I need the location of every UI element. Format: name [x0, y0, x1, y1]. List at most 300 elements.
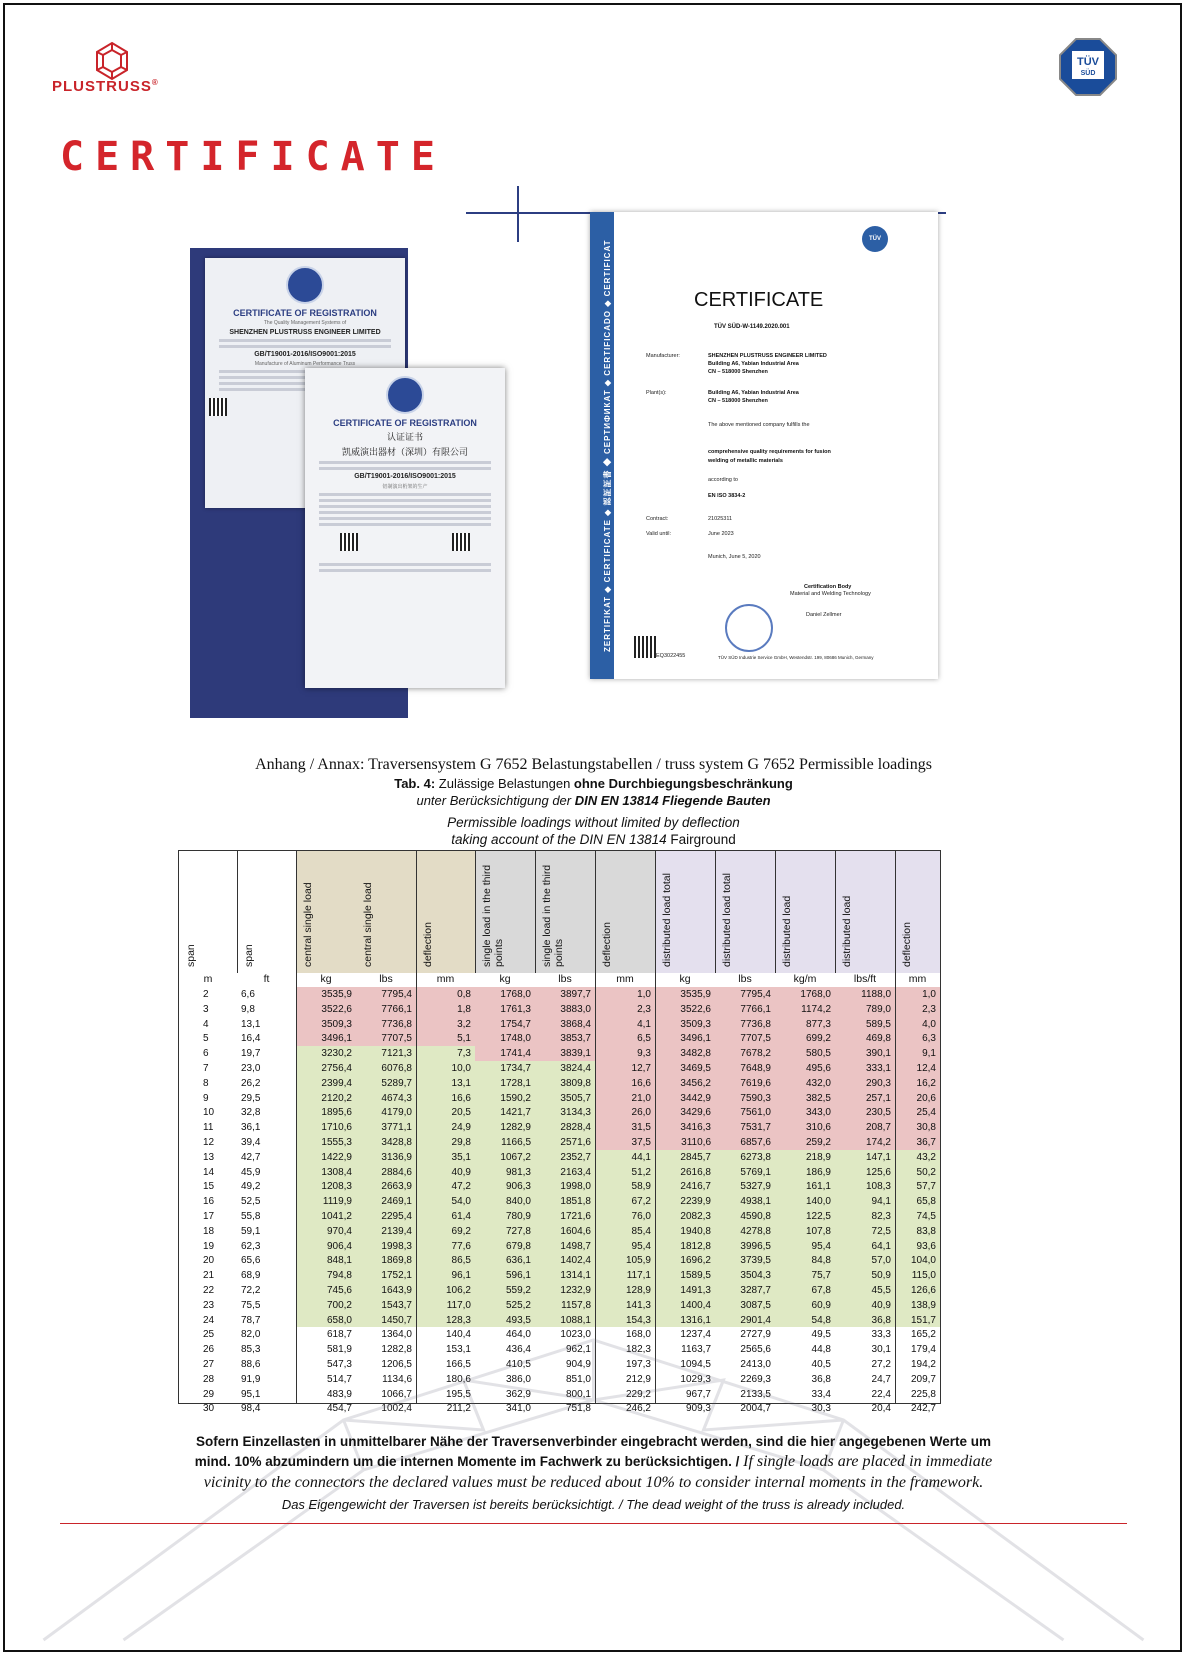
- tuv-contract: 21025311: [708, 516, 733, 522]
- table-column-line: [715, 851, 716, 973]
- table-cell: 37,5: [631, 1137, 651, 1148]
- table-row: [179, 1268, 940, 1283]
- table-header-cell: [237, 851, 296, 973]
- table-cell: 19: [203, 1240, 215, 1252]
- table-header-label: distributed load: [841, 895, 853, 967]
- table-unit: ft: [263, 973, 270, 985]
- tuv-logo-line1: TÜV: [1077, 56, 1099, 68]
- table-header-label: span: [243, 944, 255, 967]
- table-cell: 1282,9: [500, 1122, 531, 1134]
- table-cell: 72,2: [241, 1285, 261, 1296]
- table-cell: 618,7: [326, 1329, 352, 1341]
- table-cell: 126,6: [910, 1285, 936, 1296]
- table-cell: 469,8: [865, 1033, 891, 1045]
- table-cell: 23,0: [241, 1063, 261, 1074]
- table-cell: 20,6: [916, 1092, 936, 1104]
- table-cell: 246,2: [625, 1403, 651, 1415]
- table-cell: 589,5: [865, 1018, 891, 1030]
- gic1-standard: GB/T19001-2016/ISO9001:2015: [254, 351, 356, 358]
- table-cell: 62,3: [241, 1240, 261, 1252]
- table-row: [179, 1224, 940, 1239]
- table-cell: 40,9: [871, 1299, 891, 1311]
- table-cell: 94,1: [871, 1196, 891, 1208]
- table-cell: 1400,4: [680, 1299, 711, 1311]
- table-cell: 147,1: [865, 1151, 891, 1163]
- table-cell: 962,1: [565, 1344, 591, 1356]
- table-header-cell: [535, 851, 595, 973]
- table-cell: 1543,7: [381, 1299, 412, 1311]
- table-unit: lbs: [738, 973, 752, 985]
- table-cell: 1,0: [637, 989, 651, 1000]
- table-cell: 12,4: [916, 1063, 936, 1074]
- table-cell: 1314,1: [560, 1270, 591, 1282]
- table-row: [179, 1209, 940, 1224]
- table-cell: 24: [203, 1314, 215, 1326]
- table-unit: kg: [499, 973, 511, 985]
- table-cell: 209,7: [910, 1373, 936, 1385]
- table-cell: 636,1: [505, 1255, 531, 1267]
- table-cell: 382,5: [805, 1092, 831, 1104]
- table-cell: 7531,7: [740, 1122, 771, 1134]
- table-unit: lbs/ft: [853, 973, 877, 985]
- table-cell: 22: [203, 1285, 215, 1296]
- table-cell: 211,2: [446, 1403, 471, 1415]
- tuv-plant-addr1: Building A6, Yabian Industrial Area: [708, 390, 799, 396]
- table-cell: 4938,1: [740, 1196, 771, 1208]
- table-cell: 1643,9: [381, 1285, 412, 1296]
- table-cell: 18: [203, 1225, 215, 1237]
- table-cell: 410,5: [505, 1359, 531, 1370]
- table-cell: 75,7: [811, 1270, 831, 1282]
- table-cell: 3482,8: [680, 1048, 711, 1060]
- table-cell: 16: [203, 1196, 215, 1208]
- table-cell: 57,7: [916, 1181, 936, 1193]
- table-column-line: [835, 851, 836, 973]
- gic-seal-icon: [286, 266, 324, 304]
- table-header-label: single load in the third points: [541, 864, 565, 967]
- table-cell: 1002,4: [381, 1403, 412, 1415]
- table-cell: 257,1: [865, 1092, 891, 1104]
- table-cell: 877,3: [805, 1018, 831, 1030]
- table-cell: 107,8: [805, 1225, 831, 1237]
- footer-line2-italic: If single loads are placed in immediate: [743, 1453, 993, 1470]
- table-cell: 13,1: [451, 1077, 471, 1089]
- table-column-line: [775, 851, 776, 973]
- table-cell: 751,8: [565, 1403, 591, 1415]
- table-cell: 7707,5: [381, 1033, 412, 1045]
- tuv-according: according to: [708, 477, 738, 483]
- table-cell: 9,3: [637, 1048, 651, 1060]
- table-row: [179, 1120, 940, 1135]
- table-cell: 36,7: [916, 1137, 936, 1148]
- table-cell: 26: [203, 1344, 215, 1356]
- table-cell: 49,2: [241, 1181, 261, 1193]
- table-row: [179, 1076, 940, 1091]
- table-unit: mm: [616, 973, 634, 985]
- table-row: [179, 1239, 940, 1254]
- table-cell: 86,5: [451, 1255, 471, 1267]
- table-cell: 195,5: [445, 1388, 471, 1400]
- table-cell: 1364,0: [381, 1329, 412, 1341]
- table-cell: 2,3: [922, 1003, 936, 1015]
- table-cell: 1590,2: [500, 1092, 531, 1104]
- table-cell: 91,9: [241, 1373, 261, 1385]
- table-cell: 7561,0: [740, 1107, 771, 1119]
- table-header-cell: [655, 851, 715, 973]
- table-cell: 3442,9: [680, 1092, 711, 1104]
- table-header-label: deflection: [422, 922, 434, 967]
- table-cell: 83,8: [916, 1225, 936, 1237]
- table-cell: 1232,9: [560, 1285, 591, 1296]
- table-cell: 2269,3: [740, 1373, 771, 1385]
- table-cell: 3287,7: [740, 1285, 771, 1296]
- footer-line2-bold: mind. 10% abzumindern um die internen Momente im Fachwerk zu berücksichtigen. /: [194, 1454, 744, 1469]
- table-cell: 5327,9: [740, 1181, 771, 1193]
- table-cell: 432,0: [805, 1077, 831, 1089]
- table-cell: 96,1: [451, 1270, 471, 1282]
- table-cell: 3416,3: [680, 1122, 711, 1134]
- table-cell: 789,0: [865, 1003, 891, 1015]
- table-cell: 16,6: [631, 1077, 651, 1089]
- table-cell: 13,1: [241, 1018, 261, 1030]
- table-cell: 3110,6: [681, 1137, 711, 1148]
- footer-line1: Sofern Einzellasten in unmittelbarer Nähe der Traversenverbinder eingebracht werden, sind die hier angegebenen Werte um: [196, 1434, 991, 1449]
- table-row: [179, 1179, 940, 1194]
- table-cell: 229,2: [625, 1388, 651, 1400]
- table-cell: 4,0: [922, 1018, 936, 1030]
- table-row: [179, 1165, 940, 1180]
- annex-line1: Anhang / Annax: Traversensystem G 7652 Belastungstabellen / truss system G 7652 Permissible loadings: [255, 756, 932, 773]
- table-cell: 3456,2: [680, 1077, 711, 1089]
- table-cell: 174,2: [865, 1137, 891, 1148]
- table-cell: 290,3: [865, 1077, 891, 1089]
- table-cell: 84,8: [811, 1255, 831, 1267]
- table-cell: 1754,7: [500, 1018, 531, 1030]
- table-cell: 1023,0: [560, 1329, 591, 1341]
- annex-line5: [0, 832, 1187, 847]
- footer-line4: Das Eigengewicht der Traversen ist bereits berücksichtigt. / The dead weight of the truss is already included.: [281, 1497, 906, 1512]
- table-cell: 3522,6: [321, 1003, 352, 1015]
- table-cell: 2413,0: [740, 1359, 771, 1370]
- table-cell: 840,0: [505, 1196, 531, 1208]
- footer-divider: [60, 1523, 1127, 1524]
- table-cell: 194,2: [910, 1359, 936, 1370]
- table-cell: 57,0: [871, 1255, 891, 1267]
- tuv-place-date: Munich, June 5, 2020: [708, 554, 761, 560]
- qr-code-icon: [452, 533, 470, 551]
- table-cell: 26,0: [631, 1107, 651, 1119]
- table-cell: 1134,6: [382, 1373, 412, 1385]
- table-cell: 55,8: [241, 1211, 261, 1222]
- table-cell: 454,7: [326, 1403, 352, 1415]
- table-header-label: distributed load total: [661, 873, 673, 967]
- table-cell: 0,8: [457, 989, 471, 1000]
- footer-line3: vicinity to the connectors the declared values must be reduced about 10% to consider internal moments in the framework.: [203, 1474, 984, 1491]
- tuv-fulfils: The above mentioned company fulfills the: [708, 422, 810, 428]
- brand-reg: ®: [151, 78, 159, 87]
- table-cell: 30,1: [871, 1344, 891, 1356]
- table-cell: 36,1: [241, 1122, 261, 1134]
- table-cell: 74,5: [916, 1211, 936, 1222]
- table-cell: 117,0: [446, 1299, 471, 1311]
- table-cell: 1166,5: [501, 1137, 531, 1148]
- tuv-manufacturer-addr2: CN – 518000 Shenzhen: [708, 369, 768, 375]
- table-cell: 82,3: [871, 1211, 891, 1222]
- table-cell: 1498,7: [560, 1240, 591, 1252]
- table-cell: 40,9: [451, 1166, 471, 1178]
- table-cell: 3087,5: [740, 1299, 771, 1311]
- table-header-cell: [835, 851, 895, 973]
- table-cell: 525,2: [505, 1299, 531, 1311]
- table-header-cell: [895, 851, 940, 973]
- table-cell: 16,6: [451, 1092, 471, 1104]
- table-cell: 28: [203, 1373, 215, 1385]
- table-cell: 27,2: [871, 1359, 891, 1370]
- table-cell: 310,6: [805, 1122, 831, 1134]
- table-cell: 95,4: [811, 1240, 831, 1252]
- table-cell: 10,0: [451, 1063, 471, 1074]
- table-cell: 3136,9: [381, 1151, 412, 1163]
- table-row: [179, 1135, 940, 1150]
- table-cell: 50,2: [916, 1166, 936, 1178]
- table-cell: 30,8: [916, 1122, 936, 1134]
- table-cell: 596,1: [505, 1270, 531, 1282]
- table-cell: 981,3: [505, 1166, 531, 1178]
- table-cell: 3897,7: [560, 989, 591, 1000]
- table-cell: 85,3: [241, 1344, 261, 1356]
- table-cell: 1741,4: [500, 1048, 531, 1060]
- table-cell: 3,2: [457, 1018, 471, 1030]
- table-cell: 54,0: [451, 1196, 471, 1208]
- table-cell: 3996,5: [740, 1240, 771, 1252]
- gic2-company: 凯威演出器材（深圳）有限公司: [341, 447, 468, 457]
- table-cell: 168,0: [625, 1329, 651, 1341]
- table-cell: 33,4: [811, 1388, 831, 1400]
- table-cell: 1768,0: [800, 989, 831, 1000]
- table-cell: 11: [203, 1122, 214, 1134]
- table-cell: 1734,7: [500, 1063, 531, 1074]
- table-cell: 25: [203, 1329, 215, 1341]
- table-cell: 17: [203, 1211, 215, 1222]
- table-cell: 182,3: [625, 1344, 651, 1356]
- table-unit: mm: [436, 973, 455, 985]
- table-cell: 2663,9: [381, 1181, 412, 1193]
- table-cell: 6273,8: [740, 1151, 771, 1163]
- table-cell: 7736,8: [740, 1018, 771, 1030]
- table-cell: 495,6: [805, 1063, 831, 1074]
- tuv-strip-text: ZERTIFIKAT ◆ CERTIFICATE ◆ 認証証書 ◆ СЕРТИФИКАТ ◆ CERTIFICADO ◆ CERTIFICAT: [603, 239, 612, 652]
- table-cell: 4278,8: [740, 1225, 771, 1237]
- qr-code-icon: [209, 398, 227, 416]
- table-cell: 386,0: [505, 1373, 531, 1385]
- table-cell: 1088,1: [560, 1314, 591, 1326]
- gic-certificate-cn: [305, 368, 505, 688]
- table-cell: 343,0: [805, 1107, 831, 1119]
- table-cell: 76,0: [631, 1211, 651, 1222]
- table-cell: 35,1: [451, 1151, 471, 1163]
- table-cell: 128,3: [445, 1314, 471, 1326]
- table-row: [179, 1017, 940, 1032]
- table-cell: 341,0: [505, 1403, 531, 1415]
- annex-line3: [0, 793, 1187, 808]
- table-cell: 4590,8: [740, 1211, 771, 1222]
- table-cell: 1308,4: [321, 1166, 352, 1178]
- table-cell: 3504,3: [740, 1270, 771, 1282]
- table-unit: kg: [679, 973, 691, 985]
- table-cell: 1895,6: [321, 1107, 352, 1119]
- table-cell: 6,6: [241, 989, 255, 1000]
- qr-code-icon: [340, 533, 358, 551]
- table-cell: 4179,0: [381, 1107, 412, 1119]
- table-cell: 95,1: [241, 1388, 261, 1400]
- table-cell: 15: [203, 1181, 215, 1193]
- table-cell: 3839,1: [560, 1048, 591, 1060]
- table-cell: 3505,7: [560, 1092, 591, 1104]
- table-row: [179, 987, 940, 1002]
- table-cell: 50,9: [871, 1270, 891, 1282]
- table-row: [179, 1105, 940, 1120]
- table-cell: 140,4: [445, 1329, 471, 1341]
- table-cell: 514,7: [326, 1373, 352, 1385]
- table-cell: 559,2: [505, 1285, 531, 1296]
- table-cell: 794,8: [326, 1270, 352, 1282]
- table-cell: 69,2: [451, 1225, 471, 1237]
- table-cell: 30: [203, 1403, 215, 1415]
- table-cell: 6857,6: [740, 1137, 771, 1148]
- table-cell: 24,9: [451, 1122, 471, 1134]
- table-cell: 1316,1: [680, 1314, 711, 1326]
- table-cell: 3809,8: [560, 1077, 591, 1089]
- table-header-label: central single load: [302, 882, 314, 967]
- table-header-cell: [416, 851, 475, 973]
- table-cell: 29: [203, 1388, 215, 1400]
- annex-line4: Permissible loadings without limited by deflection: [447, 815, 740, 830]
- table-cell: 1728,1: [500, 1077, 531, 1089]
- table-cell: 3739,5: [740, 1255, 771, 1267]
- table-cell: 2139,4: [381, 1225, 412, 1237]
- table-cell: 33,3: [871, 1329, 891, 1341]
- tuv-stamp-icon: [725, 604, 773, 652]
- table-cell: 95,4: [631, 1240, 651, 1252]
- table-cell: 67,2: [631, 1196, 651, 1208]
- table-cell: 2845,7: [680, 1151, 711, 1163]
- table-cell: 19,7: [241, 1048, 261, 1060]
- tuv-req2: welding of metallic materials: [708, 458, 783, 464]
- table-cell: 547,3: [326, 1359, 352, 1370]
- table-cell: 4: [203, 1018, 209, 1030]
- table-cell: 128,9: [625, 1285, 651, 1296]
- table-cell: 197,3: [625, 1359, 651, 1370]
- gic2-standard: GB/T19001-2016/ISO9001:2015: [354, 473, 456, 480]
- table-cell: 9,1: [922, 1048, 936, 1060]
- table-cell: 699,2: [805, 1033, 831, 1045]
- table-cell: 106,2: [445, 1285, 471, 1296]
- table-cell: 5289,7: [381, 1077, 412, 1089]
- table-cell: 2163,4: [560, 1166, 591, 1178]
- table-cell: 1851,8: [560, 1196, 591, 1208]
- table-cell: 13: [203, 1151, 215, 1163]
- table-cell: 67,8: [811, 1285, 831, 1296]
- table-cell: 22,4: [871, 1388, 891, 1400]
- table-cell: 3496,1: [321, 1033, 352, 1045]
- table-cell: 2: [203, 989, 209, 1000]
- table-cell: 1710,6: [321, 1122, 352, 1134]
- table-cell: 161,1: [805, 1181, 831, 1193]
- table-cell: 1869,8: [381, 1255, 412, 1267]
- table-cell: 1067,2: [500, 1151, 531, 1163]
- table-cell: 3509,3: [321, 1018, 352, 1030]
- table-cell: 2082,3: [680, 1211, 711, 1222]
- table-cell: 140,0: [805, 1196, 831, 1208]
- table-cell: 52,5: [241, 1196, 261, 1208]
- table-cell: 78,7: [241, 1314, 261, 1326]
- table-cell: 1491,3: [680, 1285, 711, 1296]
- table-cell: 3824,4: [560, 1063, 591, 1074]
- table-header-label: span: [185, 944, 197, 967]
- table-cell: 1402,4: [560, 1255, 591, 1267]
- table-cell: 1422,9: [321, 1151, 352, 1163]
- table-cell: 3883,0: [560, 1003, 591, 1015]
- table-cell: 68,9: [241, 1270, 261, 1282]
- table-cell: 51,2: [631, 1166, 651, 1178]
- page-title: CERTIFICATE: [60, 134, 446, 180]
- table-cell: 1041,2: [321, 1211, 352, 1222]
- table-cell: 12: [203, 1137, 215, 1148]
- table-cell: 43,2: [916, 1151, 936, 1163]
- table-cell: 967,7: [685, 1388, 711, 1400]
- table-cell: 3496,1: [680, 1033, 711, 1045]
- tuv-manufacturer: SHENZHEN PLUSTRUSS ENGINEER LIMITED: [708, 353, 827, 359]
- tuv-manufacturer-label: Manufacturer:: [646, 353, 680, 359]
- annex-line2: [0, 776, 1187, 791]
- table-cell: 3868,4: [560, 1018, 591, 1030]
- table-cell: 1066,7: [381, 1388, 412, 1400]
- table-cell: 122,5: [805, 1211, 831, 1222]
- table-row: [179, 1091, 940, 1106]
- table-header-cell: [595, 851, 655, 973]
- table-cell: 25,4: [916, 1107, 936, 1119]
- table-cell: 1157,8: [561, 1299, 591, 1311]
- table-cell: 104,0: [910, 1255, 936, 1267]
- table-cell: 851,0: [565, 1373, 591, 1385]
- table-cell: 9,8: [241, 1003, 255, 1015]
- table-cell: 65,6: [241, 1255, 261, 1267]
- table-cell: 2004,7: [740, 1403, 771, 1415]
- table-cell: 54,8: [811, 1314, 831, 1326]
- table-cell: 44,1: [631, 1151, 651, 1163]
- table-row: [179, 1061, 940, 1076]
- table-cell: 3509,3: [680, 1018, 711, 1030]
- gic1-intro: The Quality Management Systems of: [263, 320, 347, 326]
- brand-name: PLUSTRUSS: [52, 78, 152, 95]
- table-cell: 1768,0: [500, 989, 531, 1000]
- table-cell: 2727,9: [740, 1329, 771, 1341]
- table-cell: 26,2: [241, 1077, 261, 1089]
- table-cell: 27: [203, 1359, 215, 1370]
- table-cell: 115,0: [911, 1270, 936, 1282]
- table-header-cell: [179, 851, 237, 973]
- table-header-cell: [296, 851, 356, 973]
- table-cell: 1,0: [922, 989, 936, 1000]
- table-cell: 151,7: [910, 1314, 936, 1326]
- table-cell: 154,3: [625, 1314, 651, 1326]
- table-row: [179, 1002, 940, 1017]
- table-cell: 780,9: [505, 1211, 531, 1222]
- tuv-valid-label: Valid until:: [646, 531, 671, 537]
- table-cell: 7766,1: [740, 1003, 771, 1015]
- tuv-cert-title: CERTIFICATE: [694, 289, 824, 311]
- gic1-scope: Manufacture of Aluminum Performance Truss: [254, 361, 356, 367]
